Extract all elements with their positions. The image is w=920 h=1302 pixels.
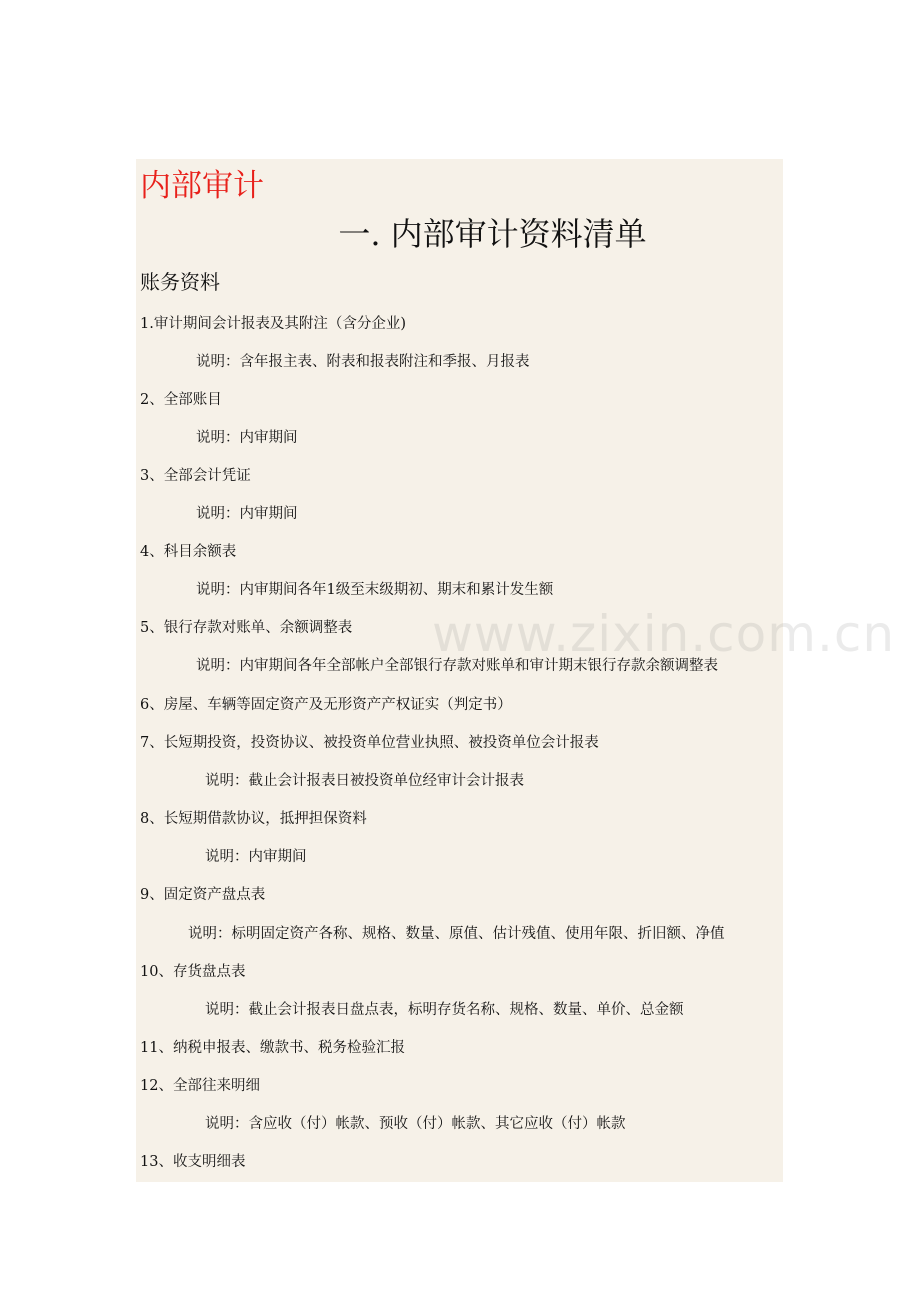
- list-item-note: 说明：含年报主表、附表和报表附注和季报、月报表: [196, 354, 530, 370]
- list-item-note: 说明：内审期间: [205, 849, 307, 865]
- list-item-note: 说明：标明固定资产各称、规格、数量、原值、估计残值、使用年限、折旧额、净值: [188, 926, 725, 942]
- list-item-note: 说明：截止会计报表日被投资单位经审计会计报表: [205, 773, 524, 789]
- list-item: 11、纳税申报表、缴款书、税务检验汇报: [140, 1040, 405, 1056]
- list-item: 13、收支明细表: [140, 1154, 246, 1170]
- list-item: 9、固定资产盘点表: [140, 887, 266, 903]
- list-item-note: 说明：含应收（付）帐款、预收（付）帐款、其它应收（付）帐款: [205, 1116, 626, 1132]
- list-item: 6、房屋、车辆等固定资产及无形资产产权证实（判定书）: [140, 697, 512, 713]
- document-heading: 内部审计: [140, 168, 264, 204]
- list-item-note: 说明：内审期间: [196, 430, 298, 446]
- list-item: 5、银行存款对账单、余额调整表: [140, 620, 353, 636]
- list-item-note: 说明：内审期间各年全部帐户全部银行存款对账单和审计期末银行存款余额调整表: [196, 658, 718, 674]
- document-title: 一. 内部审计资料清单: [338, 215, 647, 253]
- list-item: 7、长短期投资，投资协议、被投资单位营业执照、被投资单位会计报表: [140, 735, 599, 751]
- list-item-note: 说明：截止会计报表日盘点表，标明存货名称、规格、数量、单价、总金额: [205, 1002, 684, 1018]
- list-item: 1.审计期间会计报表及其附注（含分企业): [140, 316, 406, 332]
- list-item: 12、全部往来明细: [140, 1078, 260, 1094]
- list-item-note: 说明：内审期间: [196, 506, 298, 522]
- list-item: 10、存货盘点表: [140, 964, 246, 980]
- list-item: 3、全部会计凭证: [140, 468, 251, 484]
- section-title: 账务资料: [140, 270, 220, 294]
- list-item: 8、长短期借款协议，抵押担保资料: [140, 811, 367, 827]
- list-item: 2、全部账目: [140, 392, 222, 408]
- list-item-note: 说明：内审期间各年1级至末级期初、期末和累计发生额: [196, 582, 554, 598]
- list-item: 4、科目余额表: [140, 544, 237, 560]
